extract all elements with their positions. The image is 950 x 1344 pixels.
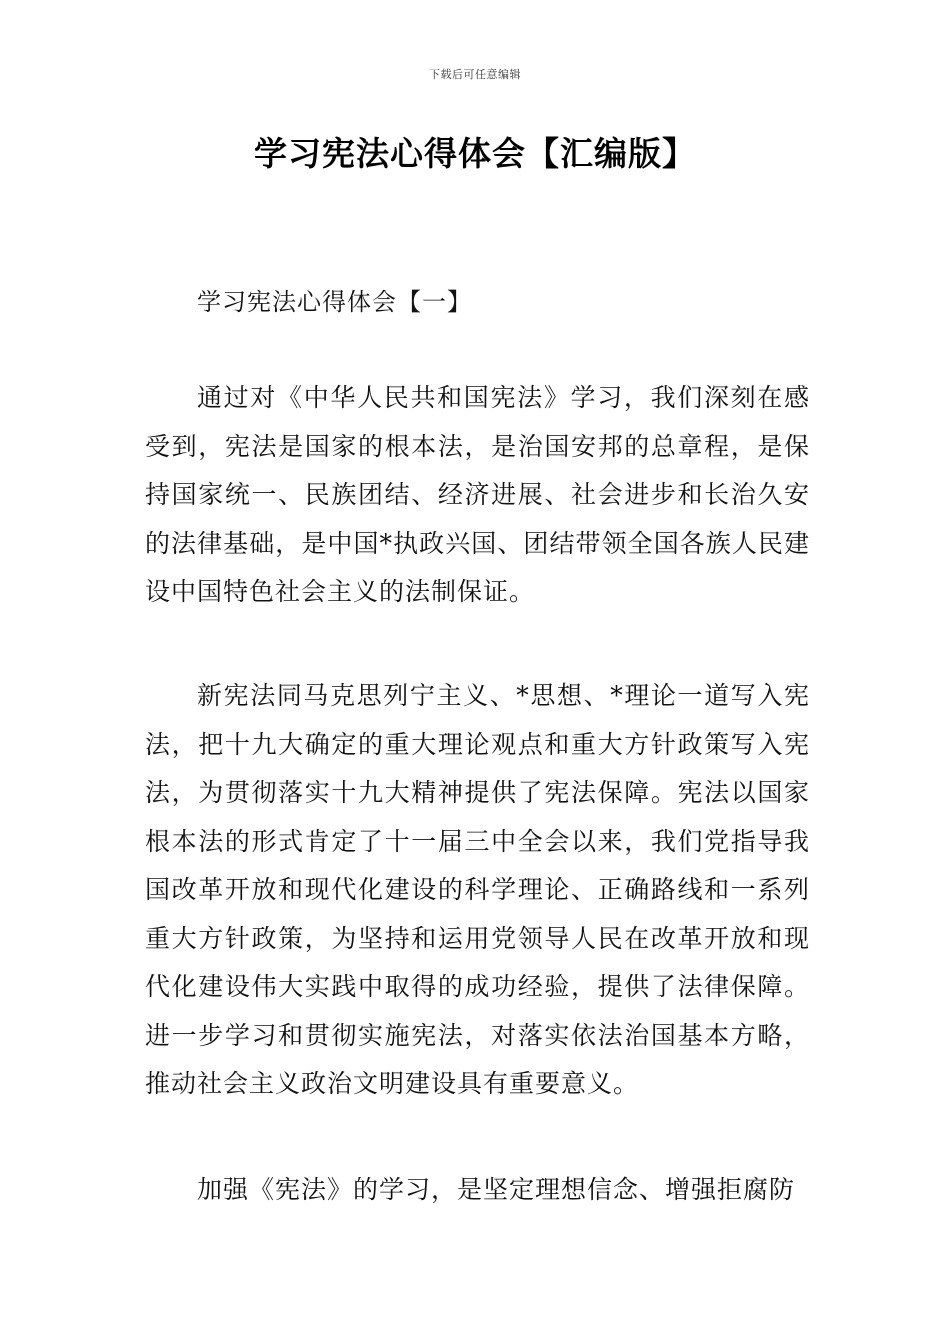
section-heading: 学习宪法心得体会【一】 — [197, 288, 472, 316]
body-paragraph-3: 加强《宪法》的学习，是坚定理想信念、增强拒腐防 — [197, 1175, 796, 1204]
header-note: 下载后可任意编辑 — [429, 68, 521, 81]
body-paragraph-1: 通过对《中华人民共和国宪法》学习，我们深刻在感受到，宪法是国家的根本法，是治国安邦的总章程，是保持国家统一、民族团结、经济进展、社会进步和长治久安的法律基础，是中国*执政兴国、团结带领全国各族人民建设中国特色社会主义的法制保证。 — [145, 383, 810, 606]
body-paragraph-2: 新宪法同马克思列宁主义、*思想、*理论一道写入宪法，把十九大确定的重大理论观点和重大方针政策写入宪法，为贯彻落实十九大精神提供了宪法保障。宪法以国家根本法的形式肯定了十一届三中全会以来，我们党指导我国改革开放和现代化建设的科学理论、正确路线和一系列重大方针政策，为坚持和运用党领导人民在改革开放和现代化建设伟大实践中取得的成功经验，提供了法律保障。进一步学习和贯彻实施宪法，对落实依法治国基本方略，推动社会主义政治文明建设具有重要意义。 — [145, 681, 810, 1098]
document-title: 学习宪法心得体会【汇编版】 — [254, 134, 696, 173]
